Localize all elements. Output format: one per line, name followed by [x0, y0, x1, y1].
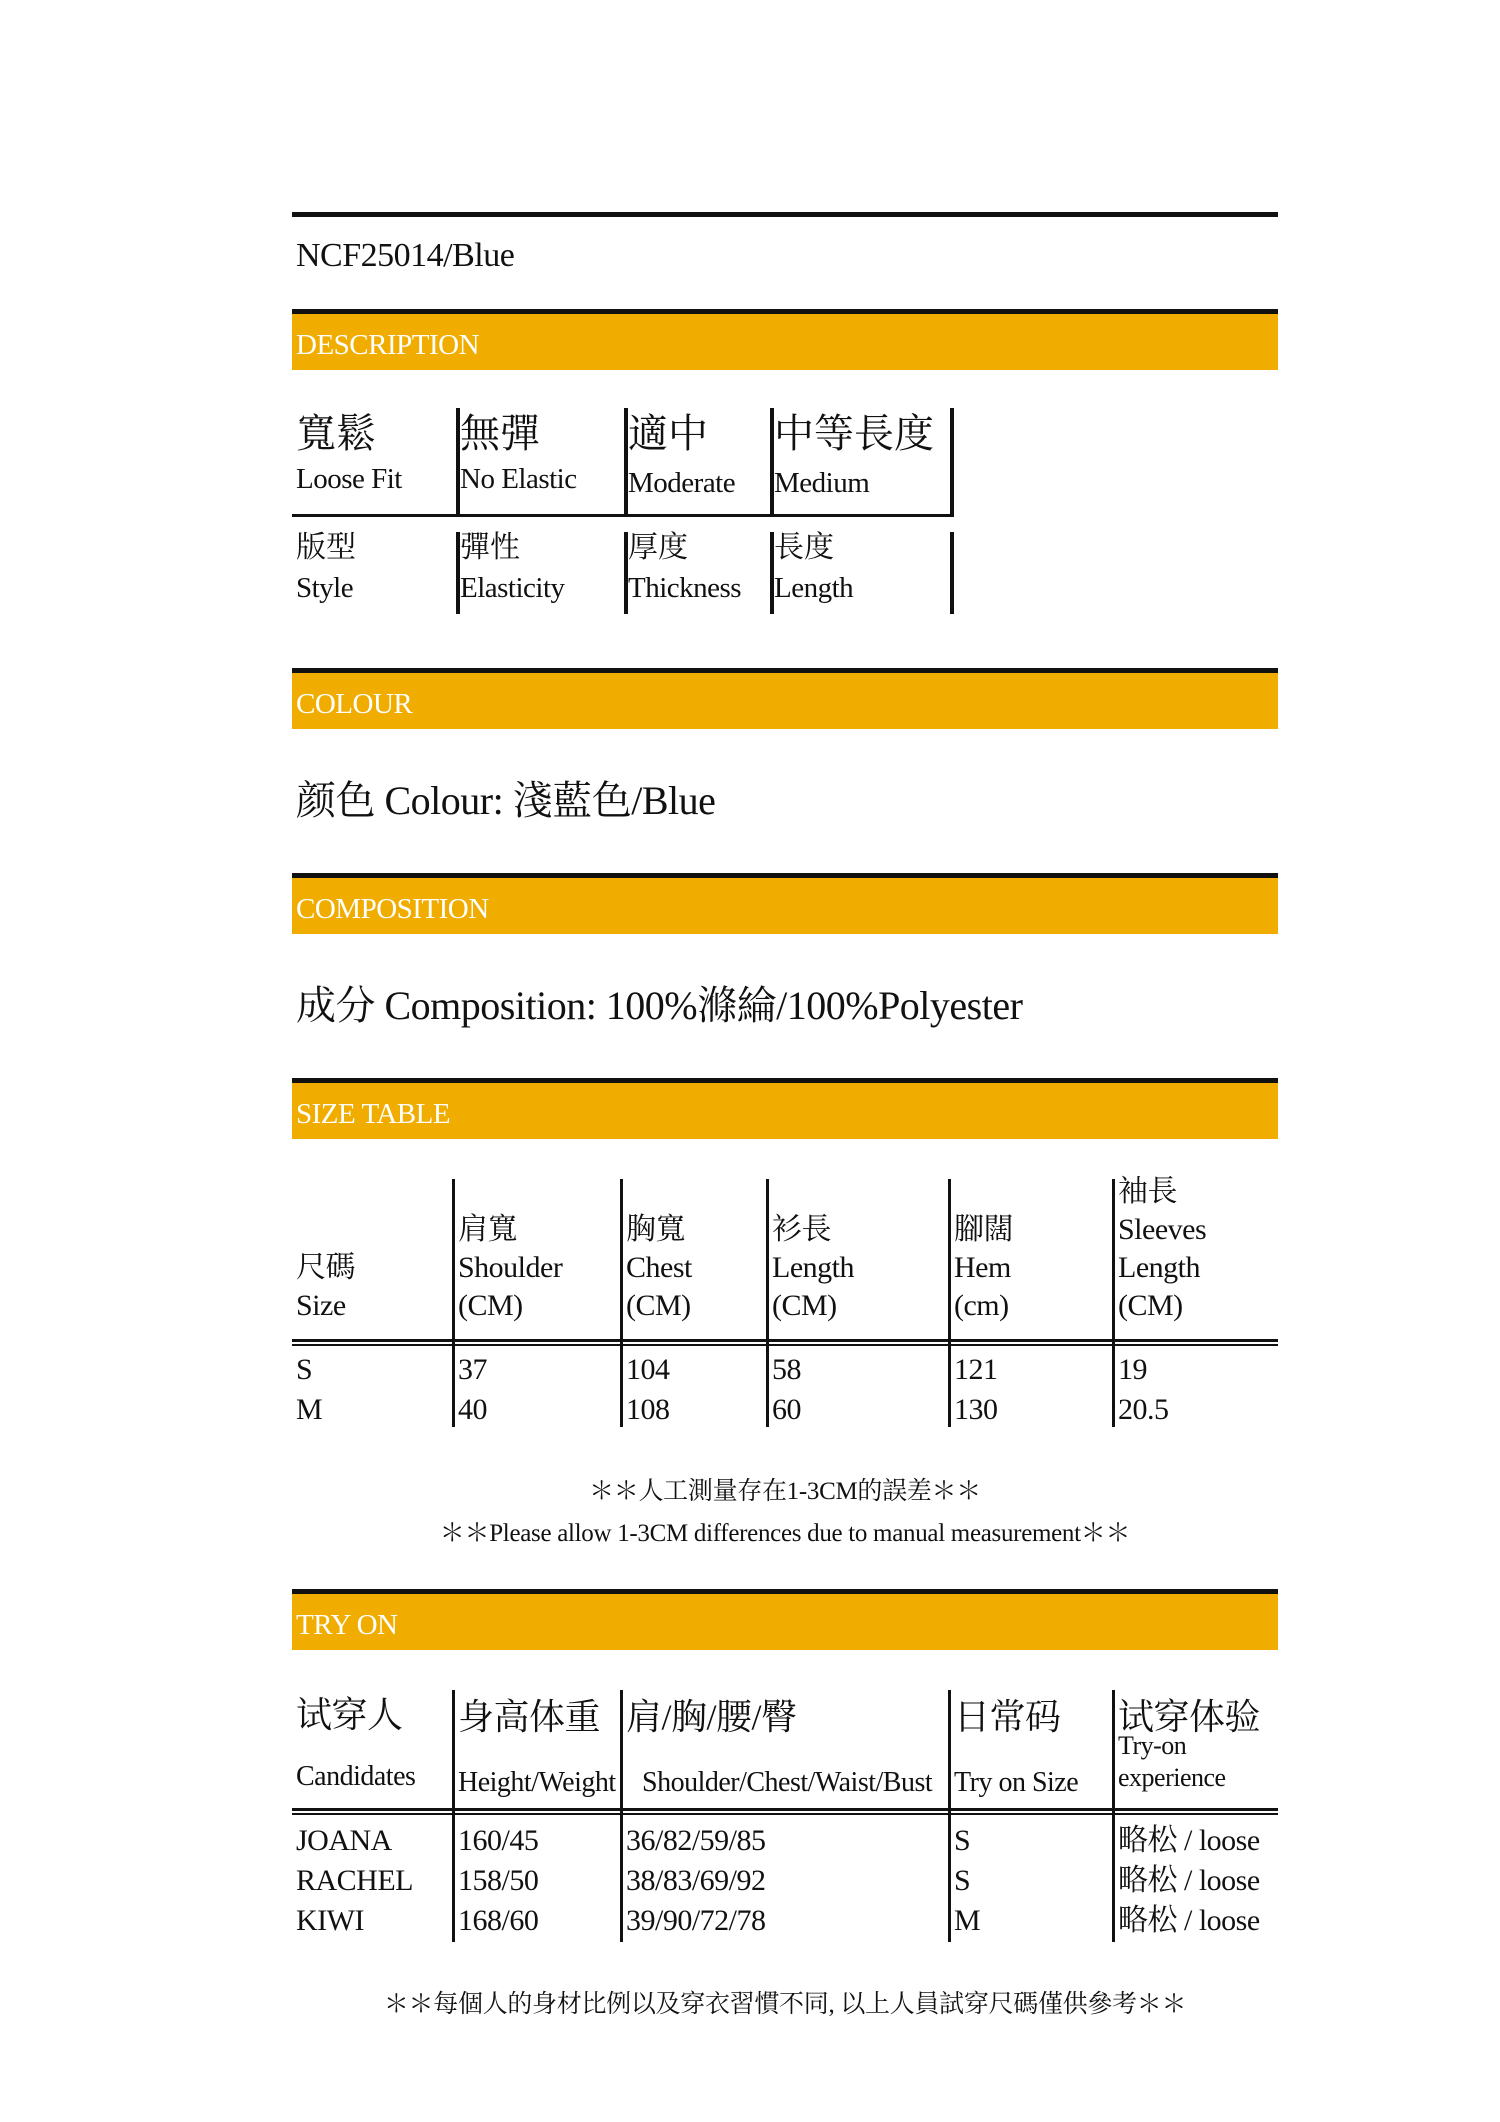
size-cell: 130: [954, 1393, 998, 1426]
attr-label-zh: 版型: [296, 531, 356, 564]
size-cell: 20.5: [1118, 1393, 1169, 1426]
size-cell: 108: [626, 1393, 670, 1426]
size-header-divider: [292, 1339, 1278, 1346]
tryon-cell: 39/90/72/78: [626, 1904, 766, 1937]
tryon-header-experience-en: Try-on experience: [1118, 1731, 1226, 1792]
size-cell: 19: [1118, 1353, 1147, 1386]
tryon-header-height-zh: 身高体重: [458, 1697, 601, 1737]
product-spec-sheet: [292, 212, 1278, 2030]
try-on-note: ＊＊每個人的身材比例以及穿衣習慣不同, 以上人員試穿尺碼僅供參考＊＊: [383, 1991, 1187, 2018]
size-row-s: S: [296, 1353, 313, 1386]
measurement-note-en: ＊＊Please allow 1-3CM differences due to manual measurement＊＊: [439, 1520, 1131, 1547]
tryon-cell: 略松 / loose: [1118, 1864, 1260, 1897]
size-header-length: 衫長 Length (CM): [772, 1213, 854, 1322]
composition-title: COMPOSITION: [292, 878, 1278, 934]
attr-value-zh: 適中: [628, 411, 708, 456]
size-cell: 40: [458, 1393, 487, 1426]
tryon-candidate: RACHEL: [296, 1864, 413, 1897]
tryon-header-size-en: Try on Size: [954, 1767, 1079, 1798]
tryon-header-height-en: Height/Weight: [458, 1767, 616, 1798]
attr-value-zh: 無彈: [460, 411, 540, 456]
tryon-cell: S: [954, 1864, 971, 1897]
try-on-title: TRY ON: [292, 1594, 1278, 1650]
description-section-header: [292, 309, 1278, 370]
tryon-header-candidates-zh: 试穿人: [296, 1695, 403, 1735]
attr-thickness: [628, 408, 741, 608]
attr-elasticity: [460, 408, 577, 608]
description-title: DESCRIPTION: [292, 314, 1278, 370]
attr-label-en: Style: [296, 572, 354, 604]
tryon-cell: 38/83/69/92: [626, 1864, 766, 1897]
attr-value-en: Moderate: [628, 467, 736, 499]
attr-label-en: Thickness: [628, 572, 742, 604]
size-header-shoulder: 肩寬 Shoulder (CM): [458, 1213, 563, 1322]
tryon-candidate: KIWI: [296, 1904, 364, 1937]
product-code: NCF25014/Blue: [296, 237, 515, 274]
tryon-cell: 158/50: [458, 1864, 539, 1897]
attr-value-zh: 寬鬆: [296, 411, 376, 456]
attr-divider: [292, 514, 954, 517]
tryon-cell: 36/82/59/85: [626, 1824, 766, 1857]
tryon-header-measure-en: Shoulder/Chest/Waist/Bust: [642, 1767, 933, 1798]
size-row-m: M: [296, 1393, 323, 1426]
attr-label-en: Elasticity: [460, 572, 565, 604]
attr-label-zh: 彈性: [460, 531, 520, 564]
size-header-chest: 胸寬 Chest (CM): [626, 1213, 692, 1322]
size-cell: 37: [458, 1353, 487, 1386]
tryon-cell: 160/45: [458, 1824, 539, 1857]
tryon-header-experience-zh: 试穿体验: [1118, 1697, 1261, 1737]
size-cell: 104: [626, 1353, 670, 1386]
attr-length: [774, 408, 954, 608]
attr-value-en: Loose Fit: [296, 463, 402, 495]
attr-value-zh: 中等長度: [774, 411, 934, 456]
tryon-header-size-zh: 日常码: [954, 1697, 1061, 1737]
attr-style: [296, 408, 402, 608]
attr-label-zh: 厚度: [628, 531, 688, 564]
size-table: [292, 1139, 1278, 1589]
attr-label-zh: 長度: [774, 531, 834, 564]
tryon-header-divider: [292, 1808, 1278, 1815]
size-table-title: SIZE TABLE: [292, 1083, 1278, 1139]
colour-title: COLOUR: [292, 673, 1278, 729]
try-on-section-header: [292, 1589, 1278, 1650]
measurement-note-zh: ＊＊人工測量存在1-3CM的誤差＊＊: [589, 1478, 981, 1505]
size-header-size: 尺碼 Size: [296, 1251, 355, 1322]
attr-value-en: No Elastic: [460, 463, 577, 495]
tryon-cell: M: [954, 1904, 981, 1937]
attribute-grid: [292, 370, 1278, 668]
tryon-cell: 略松 / loose: [1118, 1904, 1260, 1937]
colour-section-header: [292, 668, 1278, 729]
size-cell: 60: [772, 1393, 801, 1426]
size-header-sleeves: 袖長 Sleeves Length (CM): [1118, 1175, 1207, 1322]
attr-value-en: Medium: [774, 467, 870, 499]
colour-line: 颜色 Colour: 淺藍色/Blue: [296, 778, 716, 823]
size-header-hem: 腳闊 Hem (cm): [954, 1213, 1013, 1322]
size-cell: 58: [772, 1353, 801, 1386]
tryon-header-measure-zh: 肩/胸/腰/臀: [626, 1697, 797, 1737]
tryon-candidate: JOANA: [296, 1824, 392, 1857]
size-cell: 121: [954, 1353, 998, 1386]
attr-label-en: Length: [774, 572, 854, 604]
try-on-table: [292, 1650, 1278, 2030]
tryon-header-candidates-en: Candidates: [296, 1761, 416, 1792]
tryon-cell: S: [954, 1824, 971, 1857]
composition-section-header: [292, 873, 1278, 934]
size-table-section-header: [292, 1078, 1278, 1139]
composition-line: 成分 Composition: 100%滌綸/100%Polyester: [296, 983, 1023, 1028]
tryon-cell: 略松 / loose: [1118, 1824, 1260, 1857]
tryon-cell: 168/60: [458, 1904, 539, 1937]
